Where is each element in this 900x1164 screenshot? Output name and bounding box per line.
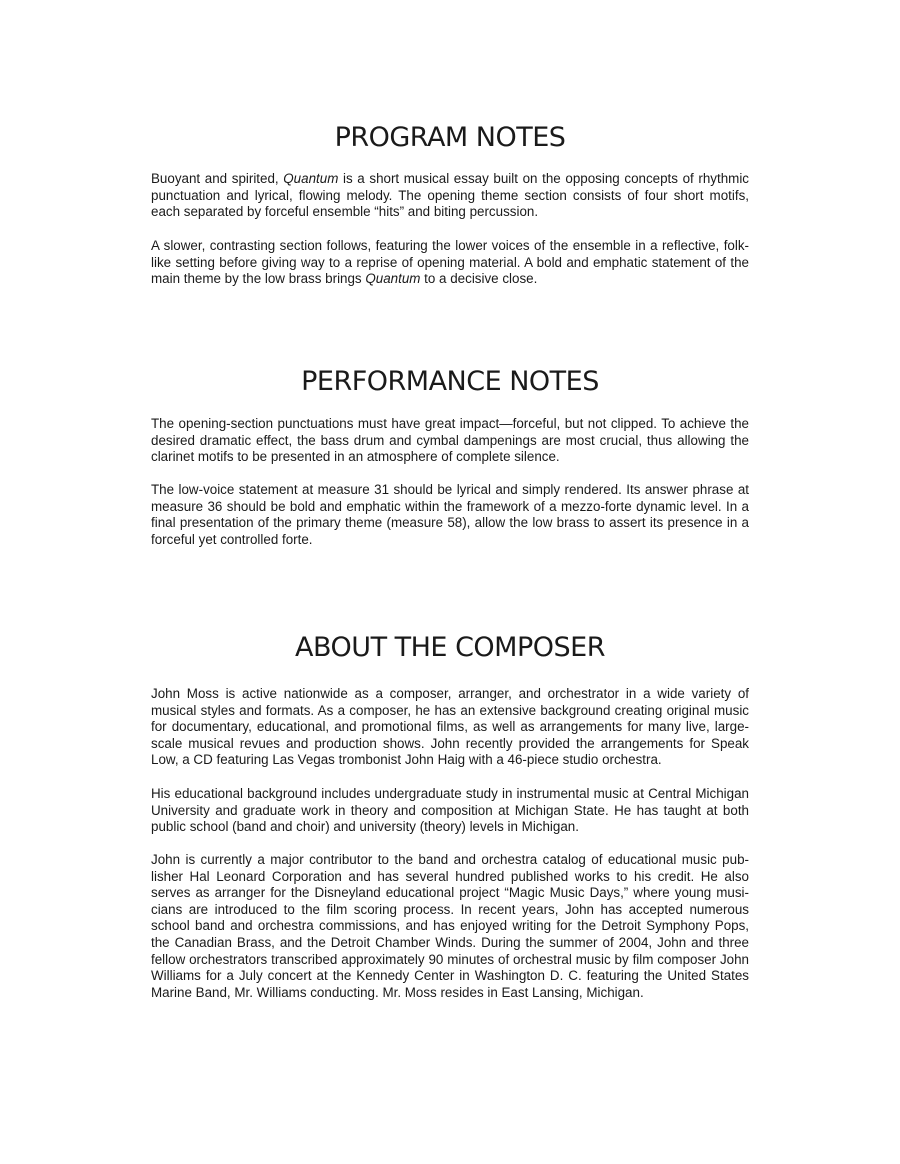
program-notes-paragraph-2 bbox=[151, 238, 749, 288]
about-composer-paragraph-3: John is currently a major contributor to the band and orchestra catalog of educational music publisher Hal Leonard Corporation and has several hundred published works to his credit. He also serves as arranger for the Disneyland educational project “Magic Music Days,” where young musicians are introduced to the film scoring process. In recent years, John has accepted numerous school band and orchestra commissions, and has enjoyed writing for the Detroit Symphony Pops, the Canadian Brass, and the Detroit Chamber Winds. During the summer of 2004, John and three fellow orchestrators transcribed approximately 90 minutes of orchestral music by film composer John Williams for a July concert at the Kennedy Center in Washington D. C. featuring the United States Marine Band, Mr. Williams conducting. Mr. Moss resides in East Lansing, Michigan. bbox=[151, 852, 749, 1000]
program-p1-title-italic: Quantum bbox=[283, 171, 339, 186]
about-composer-heading: ABOUT THE COMPOSER bbox=[295, 632, 605, 663]
program-p2-text-a: A slower, contrasting section follows, featuring the lower voices of the ensemble in a reflective, folk-like setting before giving way to a reprise of opening material. A bold and emphatic statement of the main theme by the low brass brings bbox=[151, 238, 749, 287]
about-composer-paragraph-2: His educational background includes undergraduate study in instrumental music at Central Michigan University and graduate work in theory and composition at Michigan State. He has taught at both public school (band and choir) and university (theory) levels in Michigan. bbox=[151, 786, 749, 835]
program-p1-text-b: is a short musical essay built on the opposing concepts of rhythmic punctuation and lyrical, flowing melody. The opening theme section consists of four short motifs, each separated by forceful ensemble “hits” and biting percussion. bbox=[151, 171, 749, 220]
performance-notes-heading: PERFORMANCE NOTES bbox=[301, 366, 599, 397]
about-composer-paragraph-1: John Moss is active nationwide as a composer, arranger, and orchestrator in a wide variety of musical styles and formats. As a composer, he has an extensive background creating original music for documentary, educational, and promotional films, as well as arrangements for many live, large-scale musical revues and production shows. John recently provided the arrangements for Speak Low, a CD featuring Las Vegas trombonist John Haig with a 46-piece studio orchestra. bbox=[151, 686, 749, 768]
program-notes-paragraph-1 bbox=[151, 171, 749, 221]
program-notes-heading: PROGRAM NOTES bbox=[334, 122, 566, 153]
program-p1-text-a: Buoyant and spirited, bbox=[151, 171, 284, 186]
performance-notes-paragraph-2: The low-voice statement at measure 31 should be lyrical and simply rendered. Its answer phrase at measure 36 should be bold and emphatic within the framework of a mezzo-forte dynamic level. In a final presentation of the primary theme (measure 58), allow the low brass to assert its presence in a forceful yet controlled forte. bbox=[151, 482, 749, 547]
performance-notes-paragraph-1: The opening-section punctuations must have great impact—forceful, but not clipped. To achieve the desired dramatic effect, the bass drum and cymbal dampenings are most crucial, thus allowing the clarinet motifs to be presented in an atmosphere of complete silence. bbox=[151, 416, 749, 465]
program-p2-text-b: to a decisive close. bbox=[420, 271, 538, 287]
program-p2-title-italic: Quantum bbox=[365, 271, 421, 287]
